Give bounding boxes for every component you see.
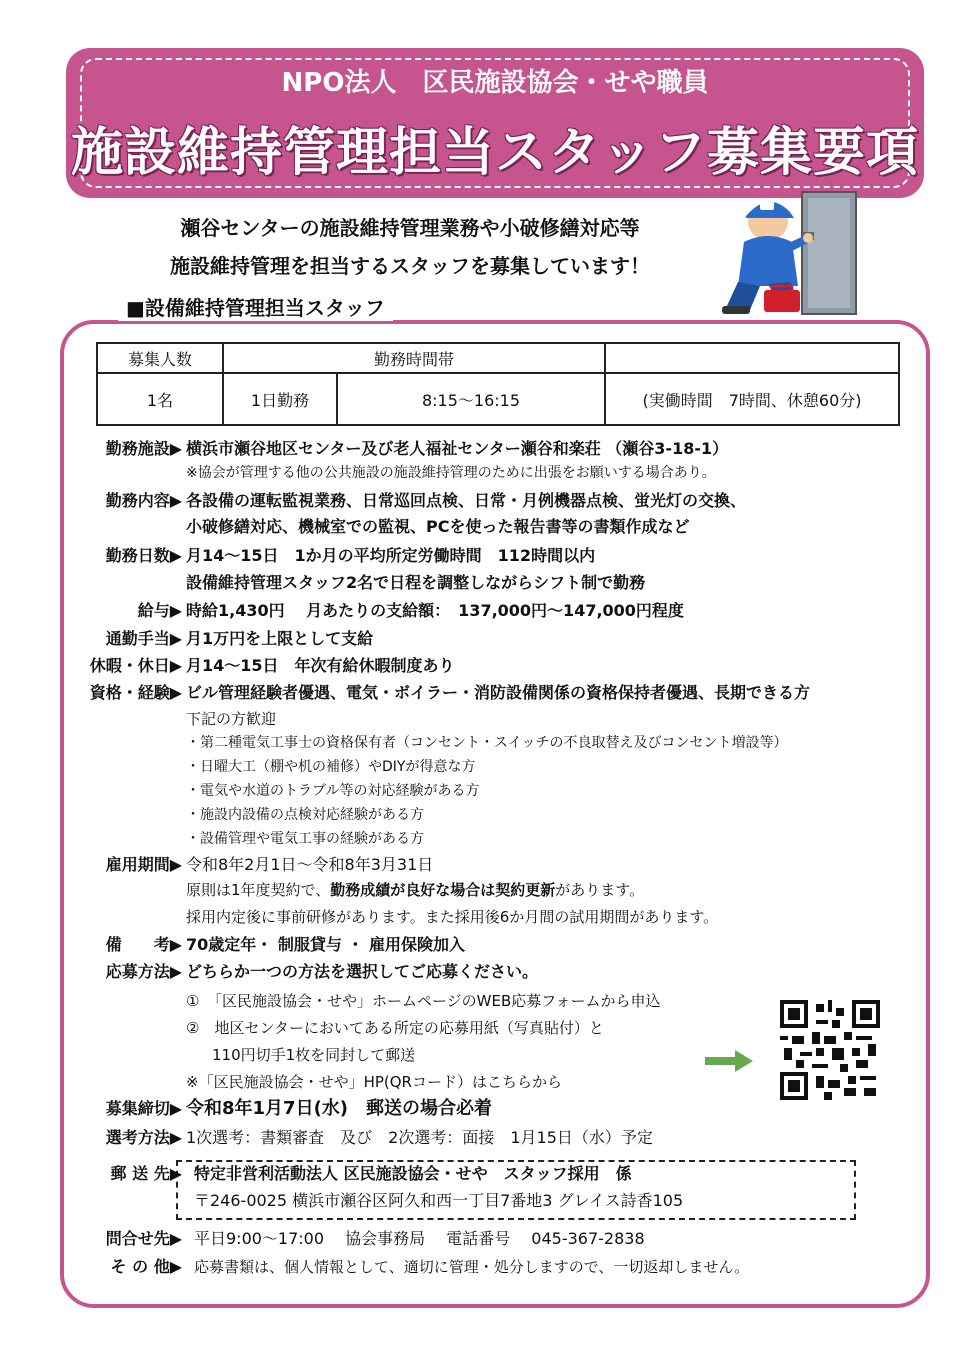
row-label: 勤務日数▶ <box>105 546 182 565</box>
period-line-3: 採用内定後に事前研修があります。また採用後6か月間の試用期間があります。 <box>186 908 719 926</box>
table-cell-note: (実働時間 7時間、休憩60分) <box>605 373 899 425</box>
apply-option-1: ① 「区民施設協会・せや」ホームページのWEB応募フォームから申込 <box>186 992 661 1010</box>
table-cell-count: 1名 <box>97 373 223 425</box>
row-label: 資格・経験▶ <box>89 683 182 702</box>
page-title: 施設維持管理担当スタッフ募集要項 <box>70 123 919 183</box>
arrow-right-icon <box>705 1050 753 1072</box>
qualification-item: ・施設内設備の点検対応経験がある方 <box>186 807 424 823</box>
qualification-item: ・第二種電気工事士の資格保有者（コンセント・スイッチの不良取替え及びコンセント増設等） <box>186 735 788 751</box>
qualification-item: ・電気や水道のトラブル等の対応経験がある方 <box>186 783 480 799</box>
row-value: 令和8年2月1日～令和8年3月31日 <box>186 855 434 874</box>
row-value: ビル管理経験者優遇、電気・ボイラー・消防設備関係の資格保持者優遇、長期できる方 <box>186 683 811 702</box>
row-value: 70歳定年・ 制服貸与 ・ 雇用保険加入 <box>186 935 465 954</box>
row-value: 月14～15日 年次有給休暇制度あり <box>186 656 455 675</box>
qualification-welcome: 下記の方歓迎 <box>186 710 277 728</box>
table-cell-time: 8:15～16:15 <box>337 373 605 425</box>
row-value: 特定非営利活動法人 区民施設協会・せや スタッフ採用 係 <box>194 1164 632 1183</box>
row-value: 時給1,430円 月あたりの支給額： 137,000円～147,000円程度 <box>186 601 684 620</box>
table-header-time: 勤務時間帯 <box>223 343 605 373</box>
row-label: 郵 送 先▶ <box>110 1164 182 1183</box>
table-header-count: 募集人数 <box>97 343 223 373</box>
row-label: 通勤手当▶ <box>105 629 182 648</box>
row-value: 横浜市瀬谷地区センター及び老人福祉センター瀬谷和楽荘 （瀬谷3-18-1） <box>186 439 729 458</box>
header-banner <box>66 48 924 198</box>
qr-note: ※「区民施設協会・せや」HP(QRコード）はこちらから <box>186 1073 562 1091</box>
qr-code-icon[interactable] <box>780 1000 880 1100</box>
row-value: どちらか一つの方法を選択してご応募ください。 <box>186 962 539 981</box>
row-label: 募集締切▶ <box>105 1099 182 1118</box>
qualification-item: ・日曜大工（棚や机の補修）やDIYが得意な方 <box>186 759 476 775</box>
row-label: 雇用期間▶ <box>105 855 182 874</box>
table-header-empty <box>605 343 899 373</box>
row-value: 月14～15日 1か月の平均所定労働時間 112時間以内 <box>186 546 596 565</box>
apply-option-2: ② 地区センターにおいてある所定の応募用紙（写真貼付）と <box>186 1019 604 1037</box>
row-label: 勤務施設▶ <box>105 439 182 458</box>
intro-line-1: 瀬谷センターの施設維持管理業務や小破修繕対応等 <box>180 216 640 240</box>
row-label: そ の 他▶ <box>110 1257 182 1276</box>
row-value: 月1万円を上限として支給 <box>186 629 374 648</box>
section-title: ■設備維持管理担当スタッフ <box>118 292 393 321</box>
period-emphasis: 勤務成績が良好な場合は契約更新 <box>330 881 556 899</box>
row-label: 備 考▶ <box>105 935 182 954</box>
row-label: 問合せ先▶ <box>105 1229 182 1248</box>
row-value: 各設備の運転監視業務、日常巡回点検、日常・月例機器点検、蛍光灯の交換、 <box>186 491 747 510</box>
row-value: 令和8年1月7日(水) 郵送の場合必着 <box>186 1098 493 1119</box>
row-label: 勤務内容▶ <box>105 491 182 510</box>
row-value: 平日9:00～17:00 協会事務局 電話番号 045-367-2838 <box>194 1229 645 1248</box>
days-line-2: 設備維持管理スタッフ2名で日程を調整しながらシフト制で勤務 <box>186 573 646 592</box>
banner-subtitle: NPO法人 区民施設協会・せや職員 <box>281 68 709 98</box>
qualification-item: ・設備管理や電気工事の経験がある方 <box>186 831 424 847</box>
row-label: 選考方法▶ <box>105 1128 182 1147</box>
hours-table <box>96 342 900 426</box>
row-label: 休暇・休日▶ <box>89 656 182 675</box>
workplace-note: ※協会が管理する他の公共施設の施設維持管理のために出張をお願いする場合あり。 <box>186 465 716 481</box>
duties-line-2: 小破修繕対応、機械室での監視、PCを使った報告書等の書類作成など <box>186 517 690 536</box>
row-value: 1次選考：書類審査 及び 2次選考：面接 1月15日（水）予定 <box>186 1128 653 1147</box>
row-label: 給与▶ <box>137 601 182 620</box>
period-text: があります。 <box>555 881 645 899</box>
mail-address: 〒246-0025 横浜市瀬谷区阿久和西一丁目7番地3 グレイス詩香105 <box>194 1191 684 1210</box>
period-line-2 <box>186 879 644 901</box>
table-cell-shift: 1日勤務 <box>223 373 337 425</box>
row-value: 応募書類は、個人情報として、適切に管理・処分しますので、一切返却しません。 <box>194 1258 750 1276</box>
apply-option-2b: 110円切手1枚を同封して郵送 <box>212 1046 416 1064</box>
period-text: 原則は1年度契約で、 <box>186 881 331 899</box>
intro-line-2: 施設維持管理を担当するスタッフを募集しています！ <box>170 254 650 278</box>
row-label: 応募方法▶ <box>105 962 182 981</box>
maintenance-worker-illustration <box>720 190 860 320</box>
